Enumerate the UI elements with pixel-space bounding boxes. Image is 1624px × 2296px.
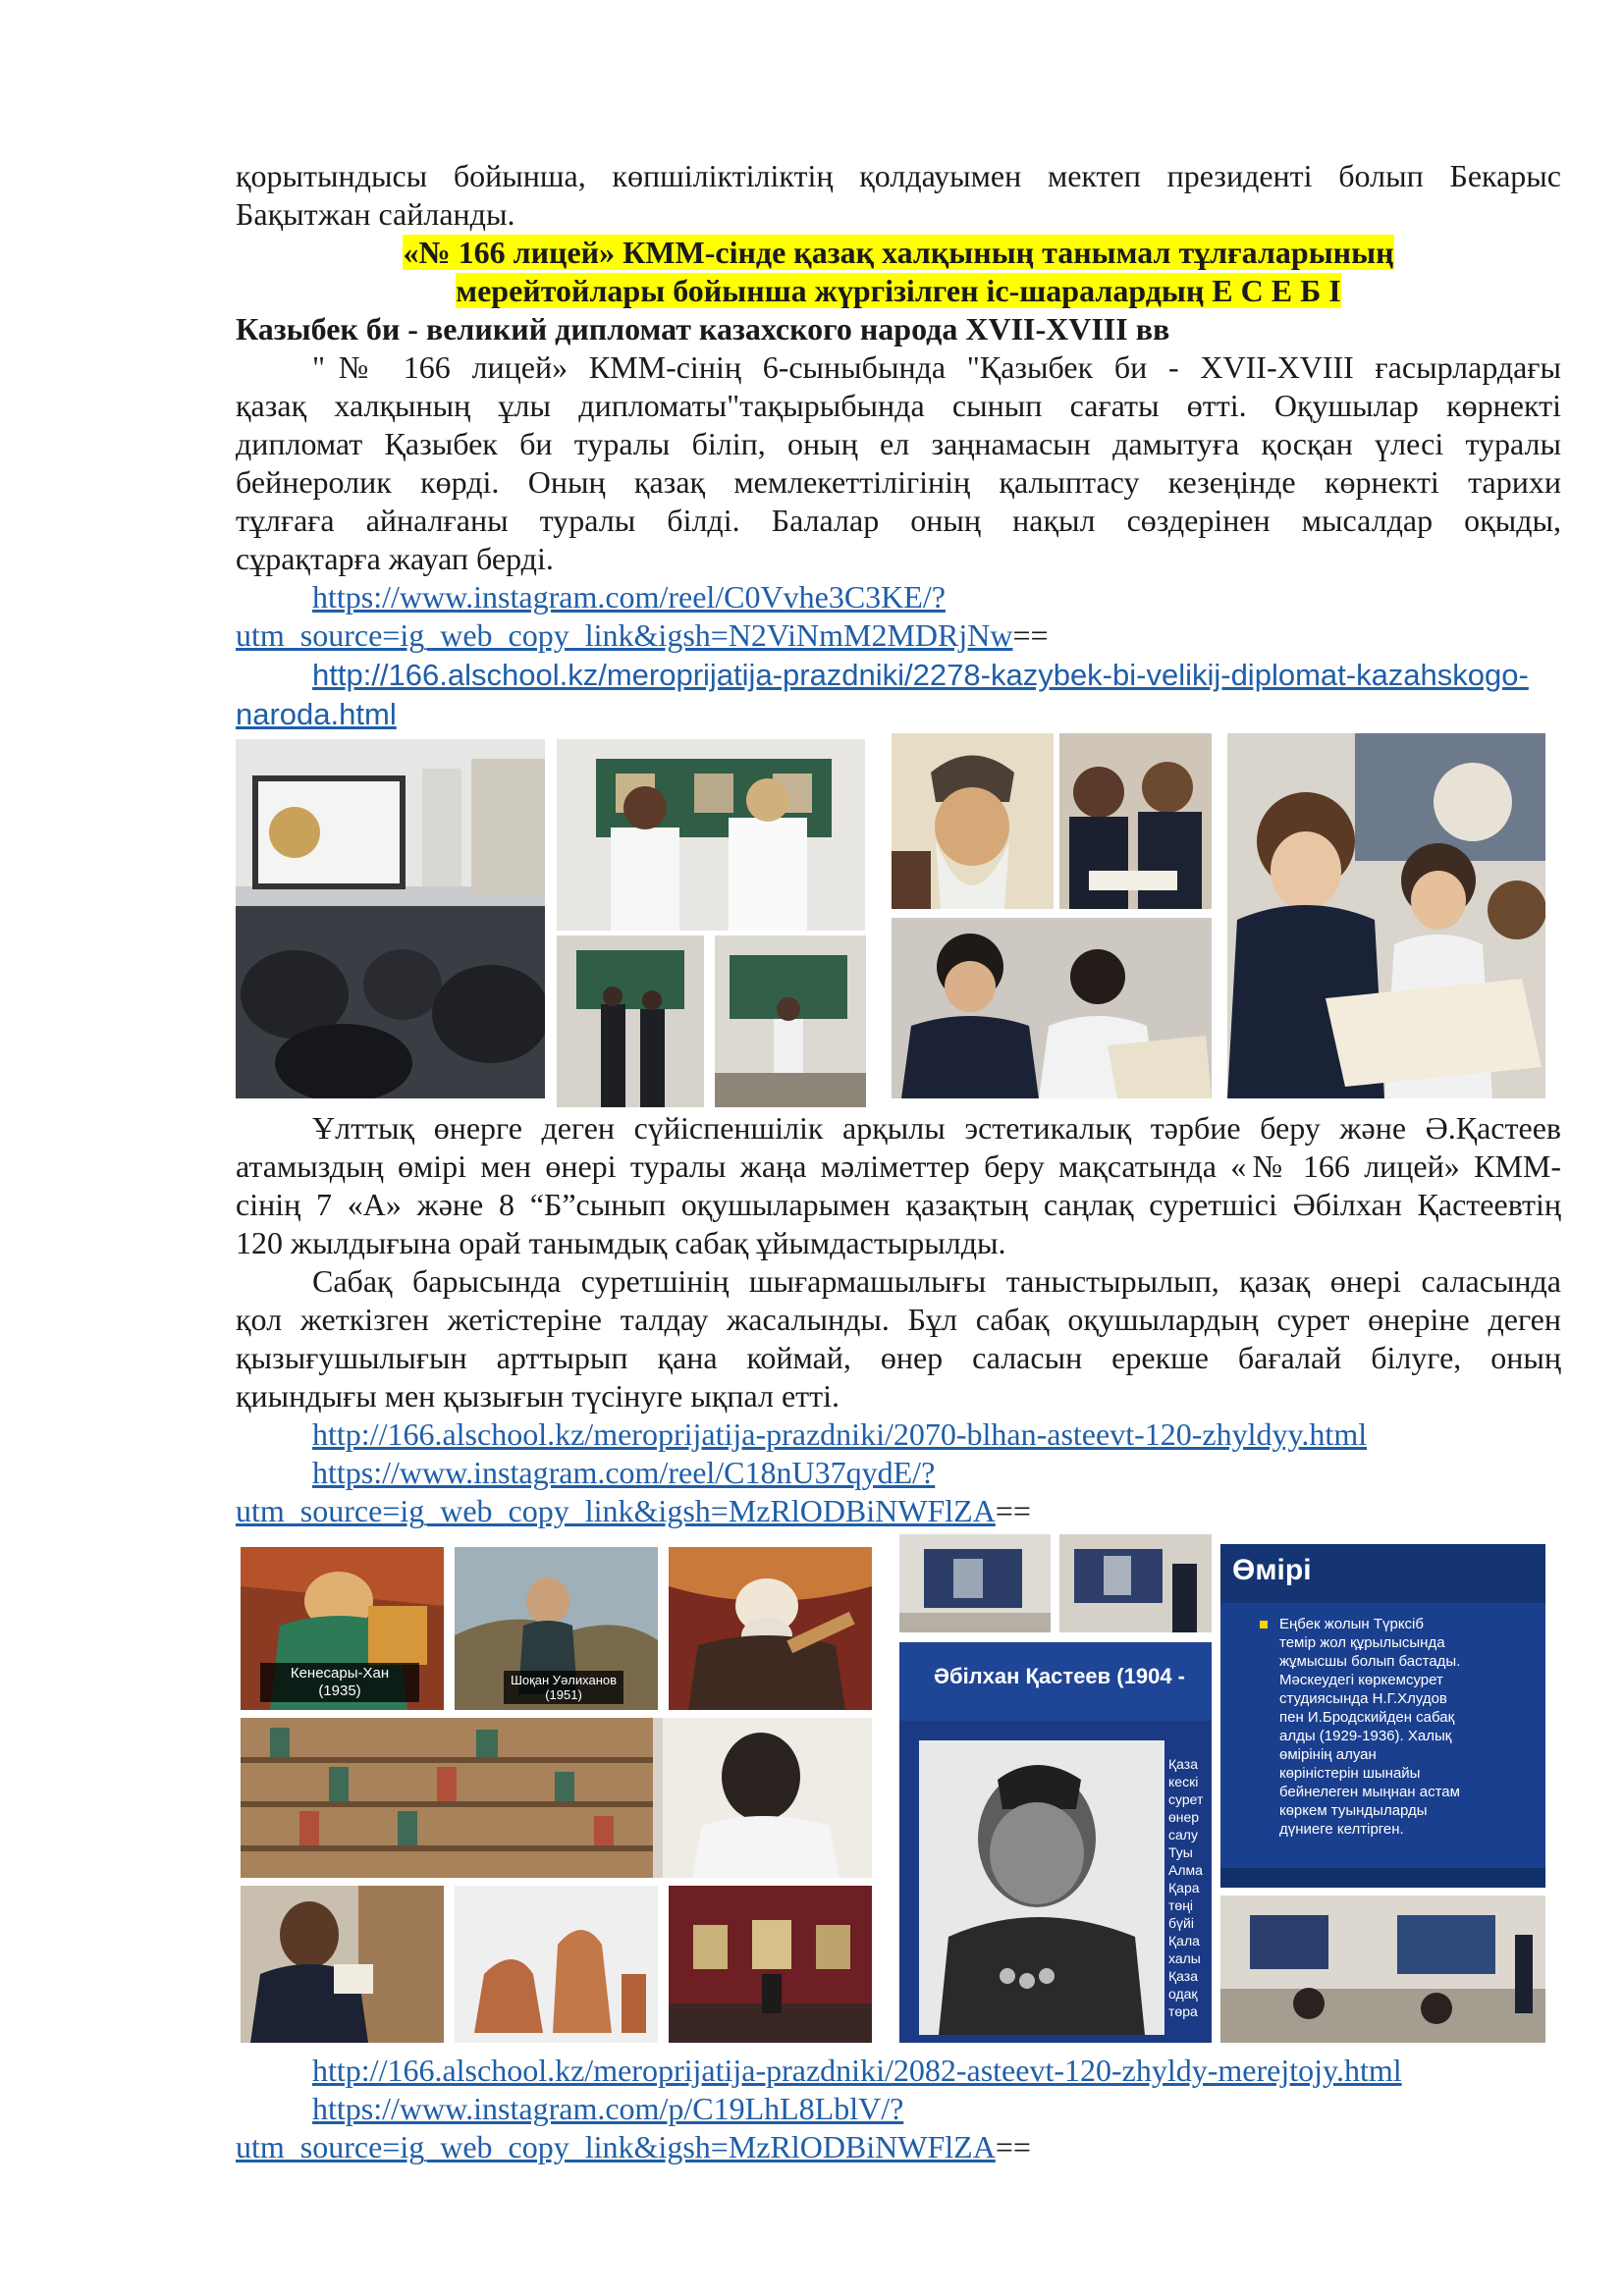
pupils-group-photo xyxy=(1059,733,1212,909)
section1-line-1: "№ 166 лицей» КММ-сінің 6-сыныбында "Қазыбек би - XVII-XVIII ғасырлардағы xyxy=(312,349,1561,385)
section2-p2-line-2: қол жеткізген жетістеріне талдау жасалынды. Бұл сабақ оқушылардың сурет өнеріне деген xyxy=(236,1302,1561,1337)
kasteev-portrait-slide xyxy=(899,1642,1212,2043)
section2-instagram-link-b[interactable] xyxy=(236,1492,1561,1530)
kasteev-slide-text-line: кескі xyxy=(1168,1774,1199,1789)
kasteev-slide-text-line: салу xyxy=(1168,1827,1198,1842)
section3-instagram-link-a[interactable] xyxy=(312,2090,1624,2128)
omiri-slide-text-line: көріністерін шынайы xyxy=(1279,1765,1421,1782)
section1-line-3: дипломат Қазыбек би туралы біліп, оның ел заңнамасын дамытуға қосқан үлесі туралы xyxy=(236,426,1561,461)
instagram-link-3-part-b[interactable]: utm_source=ig_web_copy_link&igsh=MzRlODBiNWFlZA xyxy=(236,2129,996,2164)
kenesary-caption-year: (1935) xyxy=(318,1682,361,1699)
section2-p1-line-2: атамыздың өмірі мен өнері туралы жаңа мәліметтер беру мақсатында «№ 166 лицей» КММ- xyxy=(236,1148,1561,1184)
class-corner-photo xyxy=(715,935,866,1107)
instagram-link-3-part-a[interactable]: https://www.instagram.com/p/C19LhL8LblV/? xyxy=(312,2091,904,2126)
omiri-slide-text xyxy=(1279,1615,1540,1839)
instagram-link-2-part-a[interactable]: https://www.instagram.com/reel/C18nU37qydE/? xyxy=(312,1455,936,1490)
kasteev-slide-text-line: Қаза xyxy=(1168,1968,1198,1984)
section2-instagram-link-a[interactable] xyxy=(312,1454,1624,1492)
shokan-caption-title: Шоқан Уәлиханов xyxy=(510,1673,618,1687)
classroom-projector-photo xyxy=(1220,1896,1545,2043)
kasteev-slide-text-line: өнер xyxy=(1168,1809,1200,1825)
section1-site-link-b[interactable] xyxy=(236,695,1561,733)
section1-site-link-a[interactable] xyxy=(312,656,1624,694)
omiri-slide-title: Өмірі xyxy=(1232,1554,1312,1586)
site-link-1-part-a[interactable]: http://166.alschool.kz/meroprijatija-prazdniki/2278-kazybek-bi-velikij-diplomat-kazahskogo- xyxy=(312,658,1529,692)
instagram-link-1-part-a[interactable]: https://www.instagram.com/reel/C0Vvhe3C3KE/? xyxy=(312,579,946,614)
report-title-highlight-1: «№ 166 лицей» КММ-сінде қазақ халқының танымал тұлғаларының xyxy=(403,235,1394,270)
clay-sculptures-photo xyxy=(455,1886,658,2043)
section1-line-6: сұрақтарға жауап берді. xyxy=(236,541,554,576)
section1-line-5: тұлғаға айналғаны туралы білді. Балалар оның нақыл сөздерінен мысалдар оқыды, xyxy=(236,503,1561,538)
pupils-reading-photo xyxy=(892,918,1212,1098)
kasteev-slide-text-line: төра xyxy=(1168,2003,1198,2019)
kasteev-slide-text-line: Қала xyxy=(1168,1933,1200,1949)
section2-p2-line-3: қызығушылығын арттырып қана коймай, өнер саласын ерекше бағалай білуге, оның xyxy=(236,1340,1561,1375)
kasteev-slide-text-line: Алма xyxy=(1168,1862,1203,1878)
shokan-caption xyxy=(504,1671,623,1704)
kenesary-khan-painting xyxy=(241,1547,444,1710)
section2-p1-line-3: сінің 7 «А» және 8 “Б”сынып оқушыларымен қазақтың саңлақ суретшісі Әбілхан Қастеевтің xyxy=(236,1187,1561,1222)
gallery-hall-photo xyxy=(669,1886,872,2043)
omiri-slide-text-line: бейнелеген мыңнан астам xyxy=(1279,1784,1460,1800)
kenesary-caption-title: Кенесары-Хан xyxy=(290,1665,390,1682)
section1-line-4: бейнеролик көрді. Оның қазақ мемлекеттілігінің қалыптасу кезеңінде көрнекті тарихи xyxy=(236,464,1561,500)
site-link-2[interactable]: http://166.alschool.kz/meroprijatija-prazdniki/2070-blhan-asteevt-120-zhyldyy.html xyxy=(312,1416,1368,1452)
intro-line-2: Бақытжан сайланды. xyxy=(236,196,515,232)
section2-p2-line-1: Сабақ барысында суретшінің шығармашылығы таныстырылып, қазақ өнері саласында xyxy=(312,1263,1561,1299)
students-presenting-photo xyxy=(557,739,865,931)
instagram-link-1-part-b[interactable]: utm_source=ig_web_copy_link&igsh=N2ViNmM2MDRjNw xyxy=(236,617,1013,653)
omiri-slide-text-line: Еңбек жолын Түрксіб xyxy=(1279,1616,1424,1632)
classroom-slide-photo-1 xyxy=(899,1534,1051,1632)
instagram-link-3-tail: == xyxy=(995,2129,1031,2164)
kenesary-caption xyxy=(260,1663,419,1702)
omiri-slide-text-line: дүниеге келтірген. xyxy=(1279,1821,1404,1838)
section2-p2-line-4: қиындығы мен қызығын түсінуге ықпал етті. xyxy=(236,1378,840,1414)
section1-instagram-link-b[interactable] xyxy=(236,616,1561,655)
section2-site-link[interactable] xyxy=(312,1415,1624,1454)
site-link-3[interactable]: http://166.alschool.kz/meroprijatija-prazdniki/2082-asteevt-120-zhyldy-merejtojy.html xyxy=(312,2053,1402,2088)
instagram-link-2-part-b[interactable]: utm_source=ig_web_copy_link&igsh=MzRlODBiNWFlZA xyxy=(236,1493,996,1528)
omiri-slide-text-line: темір жол құрылысында xyxy=(1279,1634,1445,1651)
report-title-line-2 xyxy=(236,272,1561,310)
shokan-ualikhanov-painting xyxy=(455,1547,658,1710)
kasteev-slide-text-line: сурет xyxy=(1168,1791,1204,1807)
kasteev-slide-text-line: бүйі xyxy=(1168,1915,1194,1931)
report-title-highlight-2: мерейтойлары бойынша жүргізілген іс-шаралардың Е С Е Б І xyxy=(456,273,1341,308)
library-girl-photo xyxy=(241,1886,444,2043)
pupils-with-book-photo xyxy=(1227,733,1545,1098)
kasteev-slide-text-line: Туы xyxy=(1168,1844,1193,1860)
instagram-link-2-tail: == xyxy=(995,1493,1031,1528)
section3-site-link[interactable] xyxy=(312,2052,1624,2090)
kazybek-portrait-photo xyxy=(892,733,1054,909)
kasteev-slide-title: Әбілхан Қастеев (1904 - xyxy=(934,1664,1186,1688)
omiri-slide-text-line: көркем туындыларды xyxy=(1279,1802,1428,1819)
report-title-line-1 xyxy=(236,234,1561,272)
kasteev-slide-text-line: одақ xyxy=(1168,1986,1198,2002)
dombra-player-painting xyxy=(669,1547,872,1710)
kasteev-slide-text-line: төңі xyxy=(1168,1897,1194,1913)
students-at-board-photo xyxy=(557,935,704,1107)
instagram-link-1-tail: == xyxy=(1012,617,1049,653)
section2-p1-line-4: 120 жылдығына орай танымдық сабақ ұйымдастырылды. xyxy=(236,1225,1006,1260)
kasteev-slide-text-line: халы xyxy=(1168,1950,1201,1966)
section1-heading: Казыбек би - великий дипломат казахского народа XVII-XVIII вв xyxy=(236,311,1170,347)
kasteev-slide-text xyxy=(1168,1755,1212,2020)
kasteev-slide-text-line: Қара xyxy=(1168,1880,1200,1896)
classroom-video-photo xyxy=(236,739,545,1098)
classroom-slide-photo-2 xyxy=(1059,1534,1212,1632)
omiri-slide-text-line: алды (1929-1936). Халық xyxy=(1279,1728,1452,1744)
intro-line-1: қорытындысы бойынша, көпшіліктіліктің қолдауымен мектеп президенті болып Бекарыс xyxy=(236,158,1561,193)
section3-instagram-link-b[interactable] xyxy=(236,2128,1561,2166)
omiri-slide-text-line: өмірінің алуан xyxy=(1279,1746,1377,1763)
library-pupils-photo xyxy=(241,1718,872,1878)
omiri-slide-text-line: жұмысшы болып бастады. xyxy=(1279,1653,1461,1670)
kasteev-slide-text-line: Қаза xyxy=(1168,1756,1198,1772)
section2-p1-line-1: Ұлттық өнерге деген сүйіспеншілік арқылы эстетикалық тәрбие беру және Ә.Қастеев xyxy=(312,1110,1561,1146)
omiri-slide xyxy=(1220,1544,1545,1888)
omiri-slide-text-line: студиясында Н.Г.Хлудов xyxy=(1279,1690,1447,1707)
site-link-1-part-b[interactable]: naroda.html xyxy=(236,697,397,731)
omiri-slide-text-line: пен И.Бродскийден сабақ xyxy=(1279,1709,1455,1726)
section1-instagram-link-a[interactable] xyxy=(312,578,1624,616)
shokan-caption-year: (1951) xyxy=(545,1687,582,1702)
section1-line-2: қазақ халқының ұлы дипломаты"тақырыбында сынып сағаты өтті. Оқушылар көрнекті xyxy=(236,388,1561,423)
omiri-slide-text-line: Мәскеудегі көркемсурет xyxy=(1279,1672,1443,1688)
